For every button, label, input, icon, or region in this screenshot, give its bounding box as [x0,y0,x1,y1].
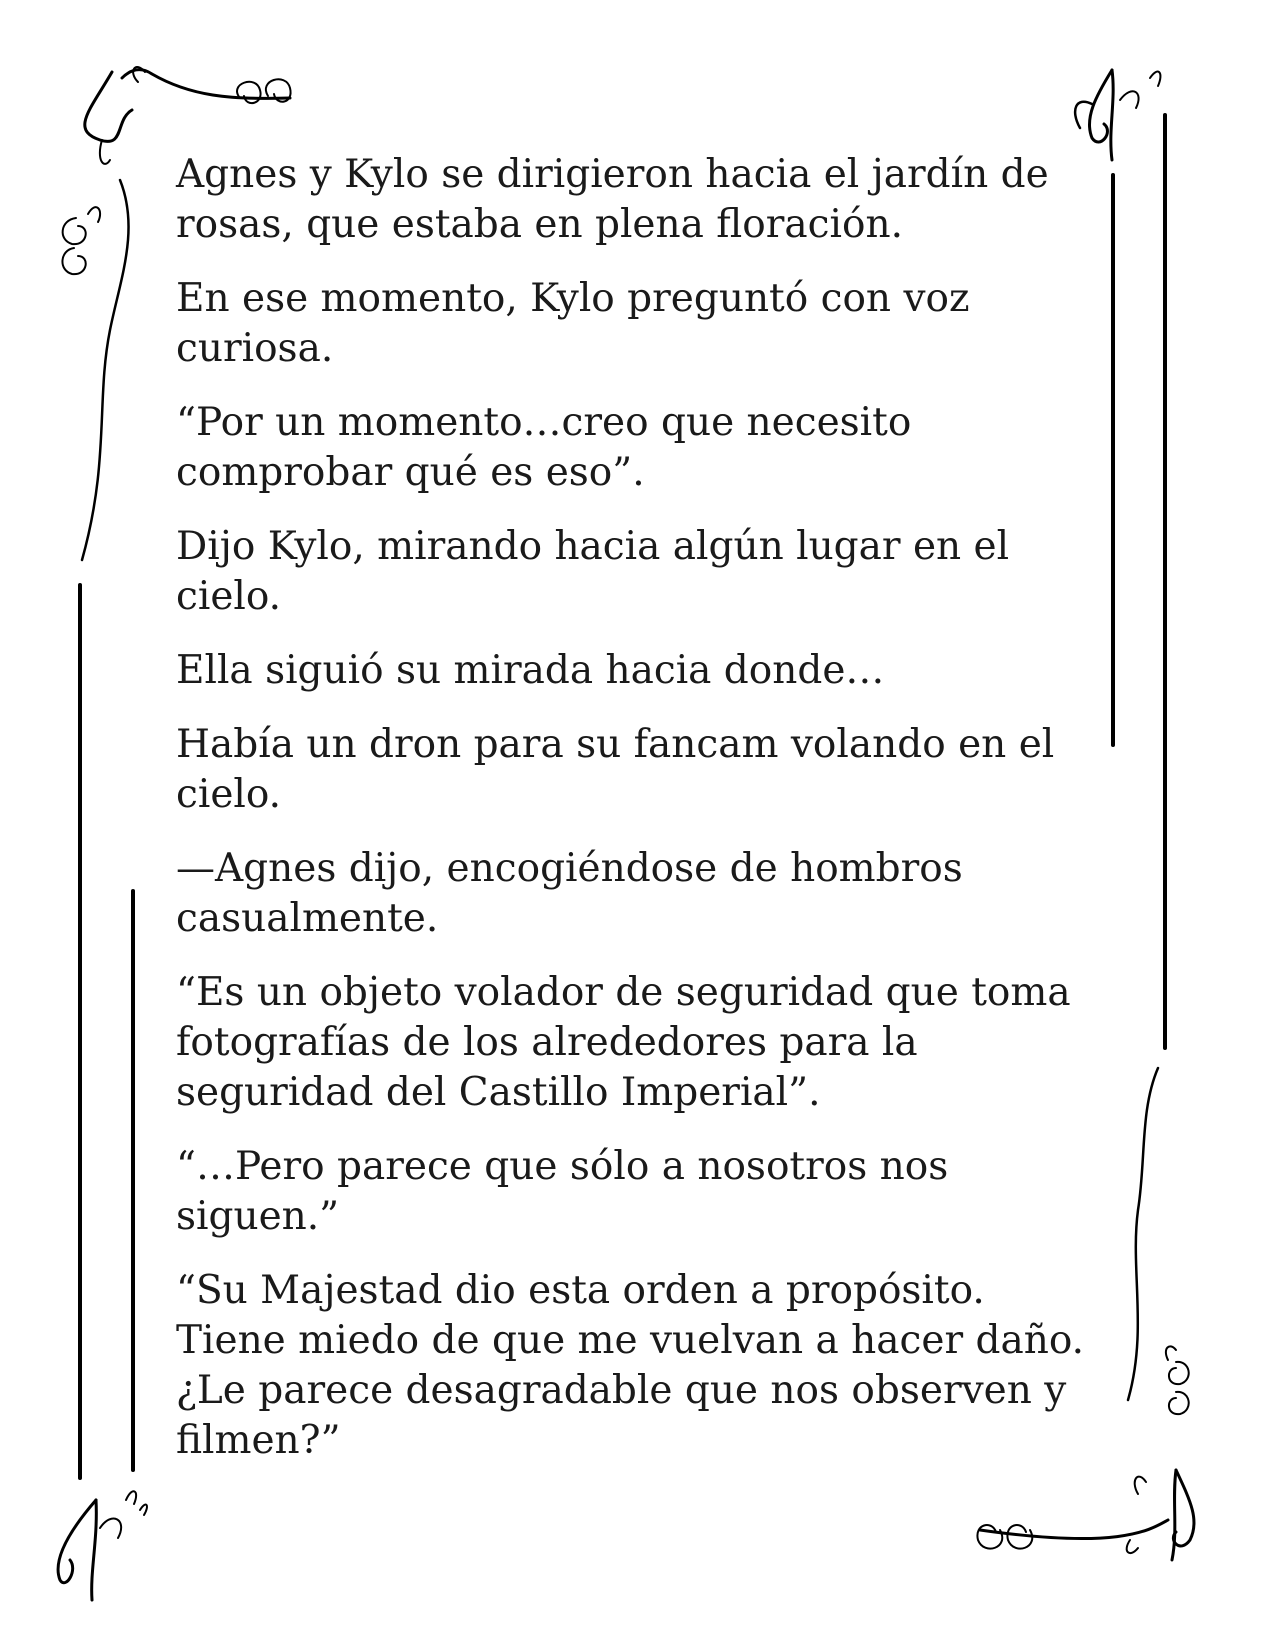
paragraph: Dijo Kylo, mirando hacia algún lugar en el cielo. [176,524,1010,619]
flourish-bottom-left-icon [58,1491,147,1600]
paragraph: En ese momento, Kylo preguntó con voz curiosa. [176,276,970,371]
paragraph: “Su Majestad dio esta orden a propósito. Tiene miedo de que me vuelvan a hacer daño. ¿Le parece desagradable que nos observen y filmen?” [176,1268,1085,1463]
paragraph: —Agnes dijo, encogiéndose de hombros casualmente. [176,846,963,941]
story-text [176,150,1106,1490]
paragraph: “Es un objeto volador de seguridad que toma fotografías de los alrededores para la seguridad del Castillo Imperial”. [176,970,1071,1115]
paragraph: Agnes y Kylo se dirigieron hacia el jardín de rosas, que estaba en plena floración. [176,152,1049,247]
paragraph: Había un dron para su fancam volando en el cielo. [176,722,1055,817]
paragraph: “…Pero parece que sólo a nosotros nos siguen.” [176,1144,949,1239]
paragraph: “Por un momento…creo que necesito comprobar qué es eso”. [176,400,912,495]
flourish-top-right-icon [1075,70,1160,160]
paragraph: Ella siguió su mirada hacia donde… [176,648,885,693]
